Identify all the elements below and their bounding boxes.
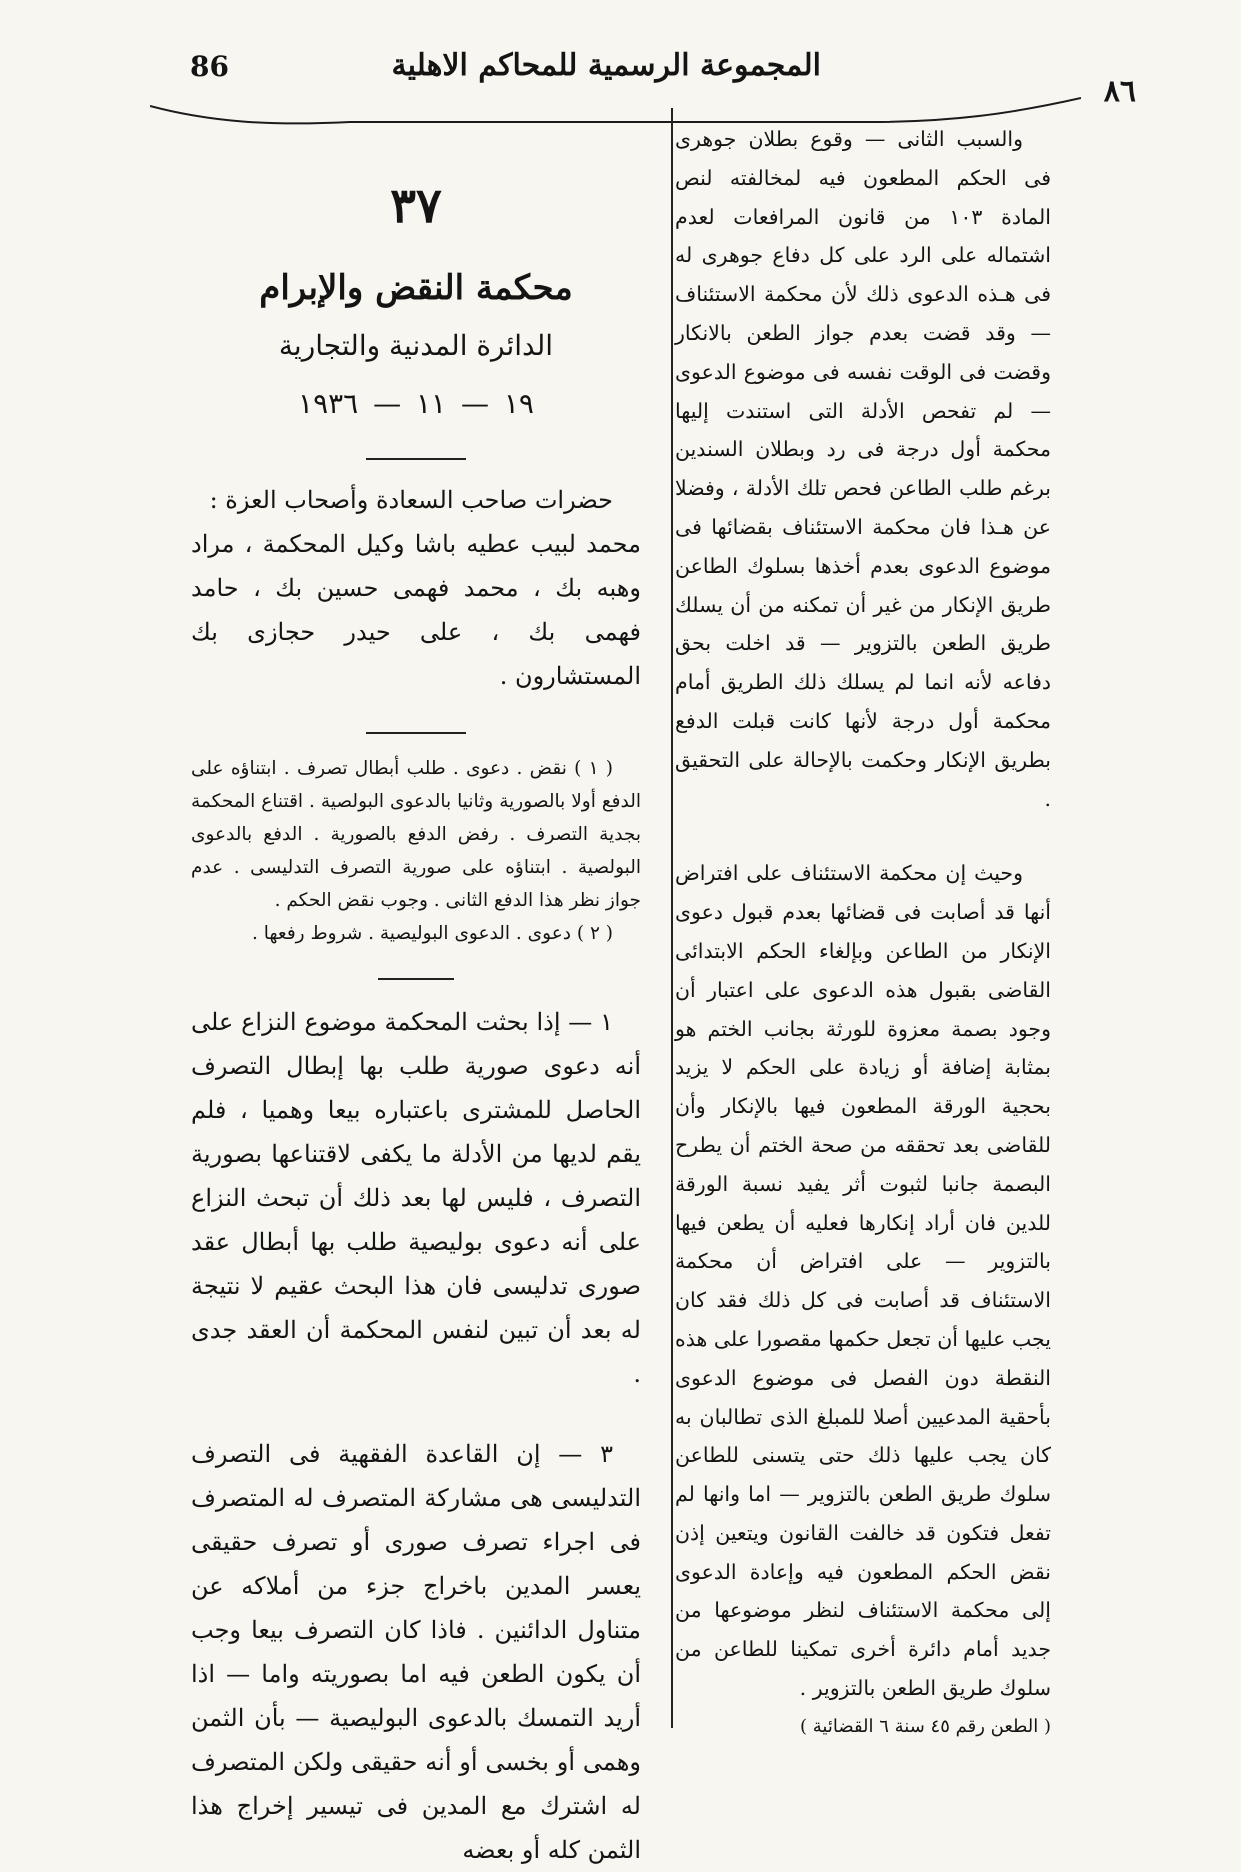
page-number-latin: 86 xyxy=(190,50,229,83)
running-title: المجموعة الرسمية للمحاكم الاهلية xyxy=(391,48,821,83)
column-divider xyxy=(671,108,673,1728)
right-column xyxy=(675,120,1051,1747)
section-divider xyxy=(378,978,454,980)
judges-list: محمد لبيب عطيه باشا وكيل المحكمة ، مراد وهبه بك ، محمد فهمى حسين بك ، حامد فهمى بك ، على حيدر حجازى بك المستشارون . xyxy=(191,530,642,690)
paragraph-whereas: وحيث إن محكمة الاستئناف على افتراض أنها قد أصابت فى قضائها بعدم قبول دعوى الإنكار من الطاعن وبإلغاء الحكم الابتدائى القاضى بقبول هذه الدعوى على اعتبار أن وجود بصمة معزوة للورثة بجانب الختم هو بمثابة إضافة أو زيادة على الحكم لا يزيد بحجية الورقة المطعون فيها بالإنكار وأن للقاضى بعد تحققه من صحة الختم أن يطرح البصمة جانبا لثبوت أثر يفيد نسبة الورقة للدين فان أراد إنكارها فعليه أن يطعن فيها بالتزوير — على افتراض أن محكمة الاستئناف قد أصابت فى كل ذلك فقد كان يجب عليها أن تجعل حكمها مقصورا على هذه النقطة دون الفصل فى موضوع الدعوى بأحقية المدعيين أصلا للمبلغ الذى تطالبان به كان يجب عليها ذلك حتى يتسنى للطاعن سلوك طريق الطعن بالتزوير — اما وانها لم تفعل فتكون قد خالفت القانون ويتعين إذن نقض الحكم المطعون فيه وإعادة الدعوى إلى محكمة الاستئناف لنظر موضوعها من جديد أمام دائرة أخرى تمكينا للطاعن من سلوك طريق الطعن بالتزوير . xyxy=(675,861,1051,1701)
appeal-citation: ( الطعن رقم ٤٥ سنة ٦ القضائية ) xyxy=(800,1715,1051,1737)
section-divider xyxy=(366,732,466,734)
case-number: ٣٧ xyxy=(390,178,442,234)
left-column xyxy=(191,120,641,1872)
keywords-2: ( ٢ ) دعوى . الدعوى البوليصية . شروط رفعها . xyxy=(251,923,613,944)
section-divider xyxy=(366,458,466,460)
keywords-1: ( ١ ) نقض . دعوى . طلب أبطال تصرف . ابتناؤه على الدفع أولا بالصورية وثانيا بالدعوى البولصية . اقتناع المحكمة بجدية التصرف . رفض الدفع بالصورية . الدفع بالدعوى البولصية . ابتناؤه على صورية التصرف التدليسى . عدم جواز نظر هذا الدفع الثانى . وجوب نقض الحكم . xyxy=(191,758,641,911)
page-header xyxy=(150,44,1136,109)
judges-intro: حضرات صاحب السعادة وأصحاب العزة : xyxy=(209,486,613,514)
paragraph-second-ground: والسبب الثانى — وقوع بطلان جوهرى فى الحكم المطعون فيه لمخالفته لنص المادة ١٠٣ من قانون المرافعات لعدم اشتماله على الرد على كل دفاع جوهرى له فى هـذه الدعوى ذلك لأن محكمة الاستئناف — وقد قضت بعدم جواز الطعن بالانكار وقضت فى الوقت نفسه فى موضوع الدعوى — لم تفحص الأدلة التى استندت إليها محكمة أول درجة فى رد وبطلان السندين برغم طلب الطاعن فحص تلك الأدلة ، وفضلا عن هـذا فان محكمة الاستئناف بقضائها فى موضوع الدعوى بعدم أخذها بسلوك الطاعن طريق الإنكار من غير أن تمكنه من أن يسلك طريق الطعن بالتزوير — قد اخلت بحق دفاعه لأنه انما لم يسلك ذلك الطريق أمام محكمة أول درجة لأنها كانت قبلت الدفع بطريق الإنكار وحكمت بالإحالة على التحقيق . xyxy=(675,127,1052,811)
judgment-date: ١٩ — ١١ — ١٩٣٦ xyxy=(298,387,534,420)
page-number-arabic: ٨٦ xyxy=(1103,74,1136,109)
principle-1: ١ — إذا بحثت المحكمة موضوع النزاع على أنه دعوى صورية طلب بها إبطال التصرف الحاصل للمشترى باعتباره بيعا وهميا ، فلم يقم لديها من الأدلة ما يكفى لاقتناعها بصورية التصرف ، فليس لها بعد ذلك أن تبحث النزاع على أنه دعوى بوليصية طلب بها أبطال عقد صورى تدليسى فان هذا البحث عقيم لا نتيجة له بعد أن تبين لنفس المحكمة أن العقد جدى . xyxy=(191,1008,641,1388)
court-division: الدائرة المدنية والتجارية xyxy=(278,329,554,362)
court-name: محكمة النقض والإبرام xyxy=(259,268,573,308)
principle-3: ٣ — إن القاعدة الفقهية فى التصرف التدليسى هى مشاركة المتصرف له المتصرف فى اجراء تصرف صورى أو تصرف حقيقى يعسر المدين باخراج جزء من أملاكه عن متناول الدائنين . فاذا كان التصرف بيعا وجب أن يكون الطعن فيه اما بصوريته واما — اذا أريد التمسك بالدعوى البوليصية — بأن الثمن وهمى أو بخسى أو أنه حقيقى ولكن المتصرف له اشترك مع المدين فى تيسير إخراج هذا الثمن كله أو بعضه xyxy=(191,1440,641,1864)
